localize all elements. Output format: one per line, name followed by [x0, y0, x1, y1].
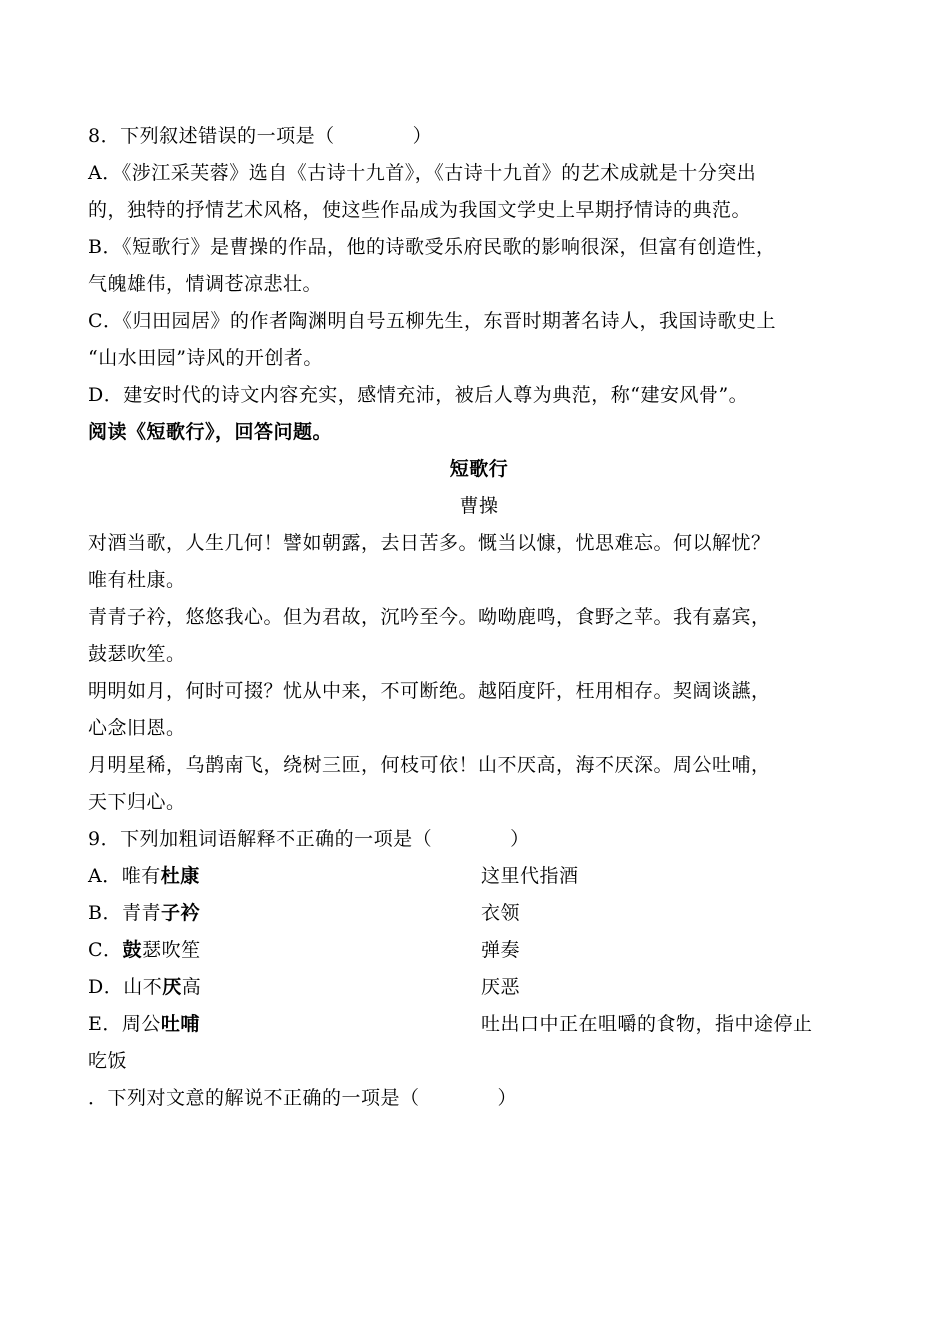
q8-option-b-line1: B．《短歌行》是曹操的作品，他的诗歌受乐府民歌的影响很深，但富有创造性，: [88, 236, 776, 258]
q8-option-c-line2: “山水田园”诗风的开创者。: [88, 347, 323, 369]
reading-instruction: 阅读《短歌行》，回答问题。: [88, 421, 333, 443]
q8-option-b-line2: 气魄雄伟，情调苍凉悲壮。: [88, 273, 323, 295]
q8-option-d-line1: D．建安时代的诗文内容充实，感情充沛，被后人尊为典范，称“建安风骨”。: [88, 384, 749, 406]
q9-option-term: C．鼓瑟吹笙: [88, 939, 201, 961]
q9-option-gloss: 这里代指酒: [481, 865, 579, 887]
poem-stanza2-line1: 青青子衿，悠悠我心。但为君故，沉吟至今。呦呦鹿鸣，食野之苹。我有嘉宾，: [88, 606, 771, 628]
q9-option-term: D．山不厌高: [88, 976, 202, 998]
q9-option-term: B．青青子衿: [88, 902, 200, 924]
document-page: [88, 118, 870, 1117]
q9-option-e-continuation: 吃饭: [88, 1050, 128, 1072]
q9-option-term: E．周公吐哺: [88, 1013, 200, 1035]
poem-stanza4-line2: 天下归心。: [88, 791, 186, 813]
q9-option-term: A．唯有杜康: [88, 865, 200, 887]
q8-stem: 8．下列叙述错误的一项是（ ）: [88, 125, 433, 147]
bold-term: 厌: [162, 976, 182, 998]
bold-term: 鼓: [122, 939, 143, 961]
poem-stanza1-line2: 唯有杜康。: [88, 569, 186, 591]
q9-option-gloss: 吐出口中正在咀嚼的食物，指中途停止: [481, 1013, 813, 1035]
q8-option-c-line1: C．《归田园居》的作者陶渊明自号五柳先生，东晋时期著名诗人，我国诗歌史上: [88, 310, 777, 332]
poem-stanza3-line2: 心念旧恩。: [88, 717, 186, 739]
bold-term: 杜康: [160, 865, 200, 887]
q9-option-gloss: 衣领: [481, 902, 521, 924]
poem-stanza1-line1: 对酒当歌，人生几何！譬如朝露，去日苦多。慨当以慷，忧思难忘。何以解忧？: [88, 532, 771, 554]
poem-stanza2-line2: 鼓瑟吹笙。: [88, 643, 186, 665]
q8-option-a-line2: 的，独特的抒情艺术风格，使这些作品成为我国文学史上早期抒情诗的典范。: [88, 199, 752, 221]
poem-stanza3-line1: 明明如月，何时可掇？忧从中来，不可断绝。越陌度阡，枉用相存。契阔谈讌，: [88, 680, 771, 702]
bold-term: 子衿: [160, 902, 200, 924]
q9-option: [88, 932, 870, 969]
poem-title: 短歌行: [449, 458, 509, 480]
q9-option: [88, 969, 870, 1006]
q9-stem: 9．下列加粗词语解释不正确的一项是（ ）: [88, 828, 530, 850]
bold-term: 吐哺: [160, 1013, 200, 1035]
q10-stem: ．下列对文意的解说不正确的一项是（ ）: [88, 1087, 518, 1109]
q9-option-gloss: 厌恶: [481, 976, 521, 998]
poem-author: 曹操: [459, 495, 499, 517]
q9-option: [88, 895, 870, 932]
q9-option: [88, 858, 870, 895]
q8-option-a-line1: A．《涉江采芙蓉》选自《古诗十九首》，《古诗十九首》的艺术成就是十分突出: [88, 162, 757, 184]
poem-stanza4-line1: 月明星稀，乌鹊南飞，绕树三匝，何枝可依！山不厌高，海不厌深。周公吐哺，: [88, 754, 771, 776]
q9-option-gloss: 弹奏: [481, 939, 521, 961]
q9-option: [88, 1006, 870, 1043]
